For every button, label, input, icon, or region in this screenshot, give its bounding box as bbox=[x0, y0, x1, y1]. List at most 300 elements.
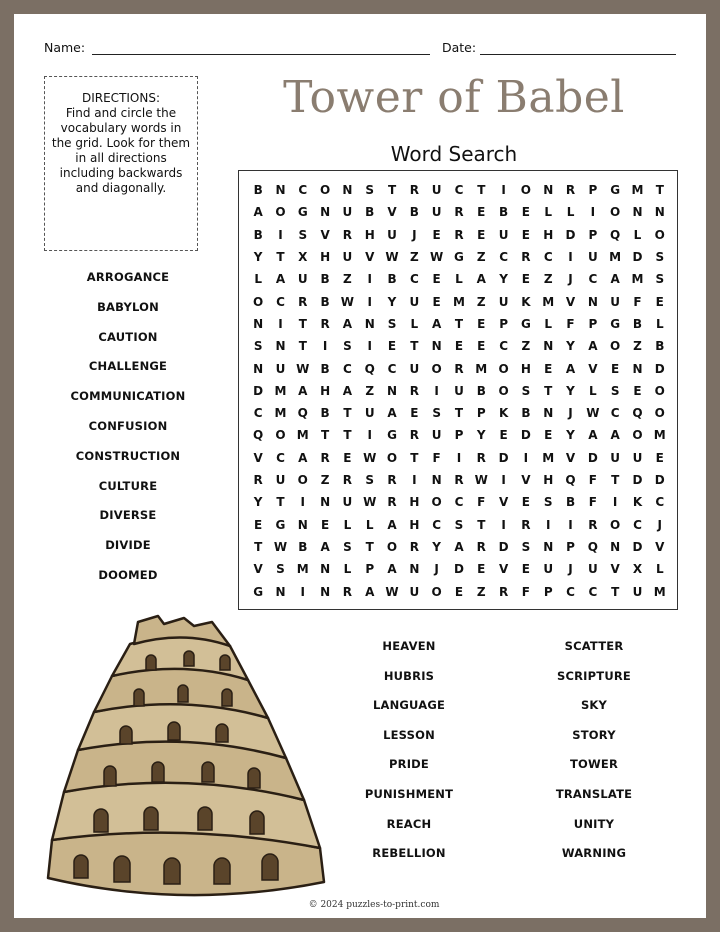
grid-letter[interactable]: T bbox=[298, 339, 307, 354]
grid-letter[interactable]: E bbox=[454, 584, 464, 599]
grid-letter[interactable]: B bbox=[365, 205, 375, 220]
grid-letter[interactable]: B bbox=[253, 227, 263, 242]
grid-letter[interactable]: E bbox=[655, 450, 664, 465]
grid-letter[interactable]: Y bbox=[432, 540, 441, 554]
grid-letter[interactable]: T bbox=[477, 183, 486, 197]
grid-letter[interactable]: I bbox=[300, 584, 306, 599]
grid-letter[interactable]: L bbox=[343, 517, 352, 532]
grid-letter[interactable]: T bbox=[343, 428, 352, 443]
grid-letter[interactable]: O bbox=[431, 361, 442, 376]
grid-letter[interactable]: A bbox=[320, 540, 330, 554]
grid-letter[interactable]: O bbox=[610, 205, 621, 220]
grid-letter[interactable]: M bbox=[475, 361, 488, 376]
grid-letter[interactable]: R bbox=[387, 473, 397, 488]
grid-letter[interactable]: R bbox=[454, 227, 464, 242]
grid-letter[interactable]: V bbox=[498, 495, 509, 510]
grid-letter[interactable]: Z bbox=[521, 339, 531, 354]
grid-letter[interactable]: H bbox=[543, 227, 554, 242]
grid-letter[interactable]: S bbox=[432, 406, 441, 421]
grid-letter[interactable]: D bbox=[498, 450, 509, 465]
grid-letter[interactable]: X bbox=[298, 249, 308, 264]
grid-letter[interactable]: M bbox=[653, 428, 666, 443]
grid-letter[interactable]: U bbox=[364, 406, 375, 421]
grid-letter[interactable]: U bbox=[431, 205, 442, 220]
grid-letter[interactable]: O bbox=[431, 584, 442, 599]
grid-letter[interactable]: Z bbox=[633, 339, 642, 354]
grid-letter[interactable]: Y bbox=[499, 272, 508, 287]
grid-letter[interactable]: N bbox=[253, 316, 264, 331]
grid-letter[interactable]: E bbox=[432, 227, 441, 242]
grid-letter[interactable]: T bbox=[477, 517, 486, 532]
grid-letter[interactable]: A bbox=[253, 205, 263, 220]
grid-letter[interactable]: B bbox=[253, 183, 263, 197]
grid-letter[interactable]: R bbox=[521, 517, 531, 532]
grid-letter[interactable]: U bbox=[342, 249, 353, 264]
grid-letter[interactable]: I bbox=[278, 227, 283, 242]
grid-letter[interactable]: W bbox=[430, 249, 444, 264]
grid-letter[interactable]: S bbox=[521, 540, 531, 554]
grid-letter[interactable]: U bbox=[431, 428, 442, 443]
grid-letter[interactable]: U bbox=[454, 383, 464, 398]
grid-letter[interactable]: K bbox=[498, 406, 509, 421]
grid-letter[interactable]: M bbox=[452, 294, 465, 309]
grid-letter[interactable]: P bbox=[499, 316, 508, 331]
grid-letter[interactable]: D bbox=[632, 540, 643, 554]
grid-letter[interactable]: U bbox=[342, 495, 353, 510]
grid-letter[interactable]: V bbox=[610, 562, 620, 577]
grid-letter[interactable]: S bbox=[343, 339, 352, 354]
grid-letter[interactable]: E bbox=[343, 450, 352, 465]
grid-letter[interactable]: J bbox=[568, 562, 573, 577]
grid-letter[interactable]: S bbox=[253, 339, 263, 354]
grid-letter[interactable]: C bbox=[588, 584, 598, 599]
grid-letter[interactable]: D bbox=[498, 540, 509, 554]
grid-letter[interactable]: A bbox=[610, 428, 620, 443]
grid-letter[interactable]: D bbox=[520, 428, 531, 443]
grid-letter[interactable]: J bbox=[412, 227, 417, 242]
grid-letter[interactable]: U bbox=[297, 272, 308, 287]
grid-letter[interactable]: T bbox=[298, 316, 307, 331]
grid-letter[interactable]: O bbox=[520, 183, 531, 197]
grid-letter[interactable]: A bbox=[432, 316, 442, 331]
grid-letter[interactable]: H bbox=[320, 249, 331, 264]
grid-letter[interactable]: U bbox=[498, 294, 509, 309]
grid-letter[interactable]: L bbox=[343, 562, 352, 577]
grid-letter[interactable]: E bbox=[521, 205, 530, 220]
grid-letter[interactable]: T bbox=[454, 316, 464, 331]
grid-letter[interactable]: D bbox=[632, 249, 643, 264]
grid-letter[interactable]: Z bbox=[409, 249, 419, 264]
grid-letter[interactable]: S bbox=[610, 383, 620, 398]
grid-letter[interactable]: Z bbox=[476, 294, 486, 309]
grid-letter[interactable]: C bbox=[588, 272, 598, 287]
grid-letter[interactable]: T bbox=[343, 406, 352, 421]
grid-letter[interactable]: C bbox=[343, 361, 352, 376]
grid-letter[interactable]: F bbox=[477, 495, 486, 510]
grid-letter[interactable]: T bbox=[365, 540, 374, 554]
grid-letter[interactable]: I bbox=[322, 339, 328, 354]
grid-letter[interactable]: Y bbox=[566, 428, 575, 443]
grid-letter[interactable]: I bbox=[367, 272, 372, 287]
grid-letter[interactable]: N bbox=[632, 205, 643, 220]
grid-letter[interactable]: A bbox=[454, 540, 464, 554]
grid-letter[interactable]: N bbox=[387, 383, 398, 398]
grid-letter[interactable]: Q bbox=[253, 428, 264, 443]
grid-letter[interactable]: E bbox=[454, 339, 464, 354]
grid-letter[interactable]: P bbox=[365, 562, 375, 577]
grid-letter[interactable]: U bbox=[632, 584, 643, 599]
grid-letter[interactable]: C bbox=[499, 249, 508, 264]
grid-letter[interactable]: I bbox=[412, 473, 417, 488]
grid-letter[interactable]: Z bbox=[365, 383, 375, 398]
grid-letter[interactable]: R bbox=[342, 584, 353, 599]
grid-letter[interactable]: C bbox=[610, 406, 620, 421]
grid-letter[interactable]: K bbox=[521, 294, 531, 309]
grid-letter[interactable]: B bbox=[409, 205, 419, 220]
grid-letter[interactable]: V bbox=[565, 294, 576, 309]
grid-letter[interactable]: C bbox=[253, 406, 263, 421]
grid-letter[interactable]: M bbox=[274, 406, 287, 421]
grid-letter[interactable]: M bbox=[274, 383, 287, 398]
grid-letter[interactable]: H bbox=[409, 495, 420, 510]
grid-letter[interactable]: O bbox=[275, 428, 286, 443]
grid-letter[interactable]: O bbox=[253, 294, 264, 309]
grid-letter[interactable]: C bbox=[387, 361, 397, 376]
grid-letter[interactable]: T bbox=[321, 428, 330, 443]
grid-letter[interactable]: T bbox=[410, 450, 419, 465]
grid-letter[interactable]: P bbox=[476, 406, 486, 421]
grid-letter[interactable]: L bbox=[544, 205, 553, 220]
grid-letter[interactable]: A bbox=[476, 272, 486, 287]
grid-letter[interactable]: T bbox=[454, 406, 464, 421]
grid-letter[interactable]: R bbox=[498, 584, 509, 599]
grid-letter[interactable]: E bbox=[611, 361, 620, 376]
grid-letter[interactable]: U bbox=[275, 473, 286, 488]
grid-letter[interactable]: U bbox=[587, 249, 598, 264]
grid-letter[interactable]: L bbox=[365, 517, 374, 532]
grid-letter[interactable]: O bbox=[386, 540, 398, 554]
grid-letter[interactable]: C bbox=[409, 272, 419, 287]
grid-letter[interactable]: U bbox=[431, 183, 442, 197]
grid-letter[interactable]: R bbox=[342, 227, 353, 242]
grid-letter[interactable]: A bbox=[342, 316, 353, 331]
grid-letter[interactable]: S bbox=[454, 517, 464, 532]
grid-letter[interactable]: I bbox=[501, 473, 506, 488]
grid-letter[interactable]: O bbox=[297, 473, 308, 488]
grid-letter[interactable]: R bbox=[253, 473, 263, 488]
grid-letter[interactable]: U bbox=[342, 205, 353, 220]
grid-letter[interactable]: B bbox=[320, 294, 330, 309]
grid-letter[interactable]: V bbox=[655, 540, 665, 554]
grid-letter[interactable]: Z bbox=[543, 272, 553, 287]
grid-letter[interactable]: G bbox=[275, 517, 286, 532]
grid-letter[interactable]: D bbox=[587, 450, 598, 465]
grid-letter[interactable]: R bbox=[409, 183, 419, 197]
grid-letter[interactable]: U bbox=[587, 562, 598, 577]
grid-letter[interactable]: K bbox=[632, 495, 643, 510]
grid-letter[interactable]: R bbox=[320, 450, 330, 465]
grid-letter[interactable]: L bbox=[455, 272, 463, 287]
grid-letter[interactable]: S bbox=[276, 562, 285, 577]
grid-letter[interactable]: M bbox=[653, 584, 666, 599]
grid-letter[interactable]: O bbox=[654, 406, 665, 421]
grid-letter[interactable]: I bbox=[278, 316, 283, 331]
grid-letter[interactable]: W bbox=[586, 406, 600, 421]
grid-letter[interactable]: S bbox=[387, 316, 397, 331]
grid-letter[interactable]: N bbox=[543, 183, 554, 197]
grid-letter[interactable]: E bbox=[499, 428, 508, 443]
grid-letter[interactable]: N bbox=[320, 562, 331, 577]
grid-letter[interactable]: R bbox=[454, 361, 464, 376]
grid-letter[interactable]: H bbox=[520, 361, 531, 376]
grid-letter[interactable]: U bbox=[387, 227, 397, 242]
grid-letter[interactable]: P bbox=[566, 540, 575, 554]
grid-letter[interactable]: P bbox=[543, 584, 553, 599]
grid-letter[interactable]: Y bbox=[253, 495, 263, 510]
grid-letter[interactable]: W bbox=[363, 450, 377, 465]
grid-letter[interactable]: C bbox=[499, 339, 508, 354]
grid-letter[interactable]: V bbox=[387, 205, 397, 220]
grid-letter[interactable]: O bbox=[386, 450, 398, 465]
grid-letter[interactable]: Z bbox=[476, 584, 486, 599]
grid-letter[interactable]: R bbox=[409, 540, 419, 554]
grid-letter[interactable]: R bbox=[298, 294, 308, 309]
grid-letter[interactable]: P bbox=[454, 428, 464, 443]
grid-letter[interactable]: C bbox=[633, 517, 642, 532]
grid-letter[interactable]: N bbox=[275, 183, 286, 197]
grid-letter[interactable]: A bbox=[387, 406, 397, 421]
grid-letter[interactable]: I bbox=[545, 517, 551, 532]
grid-letter[interactable]: E bbox=[633, 383, 642, 398]
grid-letter[interactable]: R bbox=[409, 383, 419, 398]
grid-letter[interactable]: I bbox=[501, 517, 506, 532]
grid-letter[interactable]: N bbox=[654, 205, 665, 220]
grid-letter[interactable]: E bbox=[521, 495, 530, 510]
grid-letter[interactable]: O bbox=[431, 495, 442, 510]
grid-letter[interactable]: R bbox=[476, 540, 486, 554]
grid-letter[interactable]: I bbox=[523, 450, 529, 465]
grid-letter[interactable]: D bbox=[565, 227, 576, 242]
grid-letter[interactable]: F bbox=[566, 316, 575, 331]
grid-letter[interactable]: D bbox=[253, 383, 264, 398]
grid-letter[interactable]: J bbox=[568, 272, 573, 287]
grid-letter[interactable]: G bbox=[610, 183, 621, 197]
grid-letter[interactable]: C bbox=[276, 294, 285, 309]
grid-letter[interactable]: A bbox=[588, 339, 598, 354]
grid-letter[interactable]: T bbox=[276, 495, 285, 510]
grid-letter[interactable]: N bbox=[364, 316, 375, 331]
grid-letter[interactable]: W bbox=[296, 361, 310, 376]
grid-letter[interactable]: V bbox=[253, 450, 263, 465]
grid-letter[interactable]: C bbox=[454, 183, 464, 197]
grid-letter[interactable]: N bbox=[275, 339, 286, 354]
grid-letter[interactable]: N bbox=[275, 584, 286, 599]
grid-letter[interactable]: B bbox=[632, 316, 643, 331]
grid-letter[interactable]: J bbox=[434, 562, 439, 577]
grid-letter[interactable]: U bbox=[610, 294, 621, 309]
grid-letter[interactable]: S bbox=[343, 540, 352, 554]
grid-letter[interactable]: P bbox=[588, 183, 598, 197]
grid-letter[interactable]: N bbox=[543, 406, 554, 421]
grid-letter[interactable]: I bbox=[590, 205, 596, 220]
grid-letter[interactable]: D bbox=[654, 473, 665, 488]
grid-letter[interactable]: L bbox=[544, 316, 553, 331]
grid-letter[interactable]: O bbox=[654, 383, 665, 398]
grid-letter[interactable]: N bbox=[297, 517, 308, 532]
grid-letter[interactable]: O bbox=[498, 361, 509, 376]
grid-letter[interactable]: A bbox=[298, 450, 308, 465]
grid-letter[interactable]: E bbox=[477, 316, 486, 331]
grid-letter[interactable]: L bbox=[655, 316, 664, 331]
grid-letter[interactable]: N bbox=[409, 562, 420, 577]
grid-letter[interactable]: R bbox=[565, 183, 576, 197]
grid-letter[interactable]: Q bbox=[587, 540, 598, 554]
grid-letter[interactable]: T bbox=[611, 473, 620, 488]
grid-letter[interactable]: F bbox=[633, 294, 642, 309]
grid-letter[interactable]: C bbox=[655, 495, 665, 510]
grid-letter[interactable]: M bbox=[296, 428, 309, 443]
grid-letter[interactable]: E bbox=[544, 428, 553, 443]
grid-letter[interactable]: E bbox=[521, 227, 530, 242]
grid-letter[interactable]: E bbox=[521, 562, 530, 577]
grid-letter[interactable]: R bbox=[342, 473, 353, 488]
grid-letter[interactable]: A bbox=[565, 361, 576, 376]
grid-letter[interactable]: I bbox=[367, 428, 372, 443]
grid-letter[interactable]: E bbox=[320, 517, 330, 532]
grid-letter[interactable]: V bbox=[521, 473, 531, 488]
grid-letter[interactable]: M bbox=[542, 294, 555, 309]
grid-letter[interactable]: Y bbox=[253, 249, 263, 264]
grid-letter[interactable]: U bbox=[409, 584, 420, 599]
grid-letter[interactable]: T bbox=[544, 383, 553, 398]
grid-letter[interactable]: Q bbox=[565, 473, 576, 488]
grid-letter[interactable]: V bbox=[320, 227, 330, 242]
grid-letter[interactable]: H bbox=[364, 227, 375, 242]
grid-letter[interactable]: L bbox=[589, 383, 597, 398]
grid-letter[interactable]: A bbox=[298, 383, 308, 398]
grid-letter[interactable]: D bbox=[632, 473, 643, 488]
grid-letter[interactable]: N bbox=[431, 339, 442, 354]
grid-letter[interactable]: D bbox=[453, 562, 464, 577]
grid-letter[interactable]: F bbox=[432, 450, 441, 465]
grid-letter[interactable]: C bbox=[454, 495, 464, 510]
grid-letter[interactable]: C bbox=[566, 584, 575, 599]
grid-letter[interactable]: A bbox=[610, 272, 620, 287]
grid-letter[interactable]: C bbox=[276, 450, 285, 465]
grid-letter[interactable]: U bbox=[632, 450, 643, 465]
grid-letter[interactable]: E bbox=[655, 294, 664, 309]
grid-letter[interactable]: F bbox=[588, 495, 597, 510]
grid-letter[interactable]: S bbox=[521, 383, 531, 398]
grid-letter[interactable]: Z bbox=[343, 272, 352, 287]
grid-letter[interactable]: N bbox=[253, 361, 264, 376]
grid-letter[interactable]: B bbox=[499, 205, 509, 220]
grid-letter[interactable]: I bbox=[612, 495, 618, 510]
grid-letter[interactable]: E bbox=[477, 227, 486, 242]
grid-letter[interactable]: R bbox=[409, 428, 419, 443]
grid-letter[interactable]: R bbox=[454, 473, 464, 488]
grid-letter[interactable]: N bbox=[320, 584, 331, 599]
grid-letter[interactable]: B bbox=[476, 383, 486, 398]
grid-letter[interactable]: T bbox=[254, 540, 263, 554]
grid-letter[interactable]: G bbox=[454, 249, 464, 264]
grid-letter[interactable]: R bbox=[387, 495, 397, 510]
grid-letter[interactable]: T bbox=[655, 183, 664, 197]
grid-letter[interactable]: B bbox=[298, 540, 308, 554]
grid-letter[interactable]: N bbox=[587, 294, 598, 309]
grid-letter[interactable]: V bbox=[365, 249, 375, 264]
grid-letter[interactable]: Q bbox=[297, 406, 308, 421]
grid-letter[interactable]: W bbox=[273, 540, 288, 554]
grid-letter[interactable]: L bbox=[655, 562, 664, 577]
grid-letter[interactable]: U bbox=[610, 450, 621, 465]
grid-letter[interactable]: O bbox=[610, 517, 621, 532]
grid-letter[interactable]: G bbox=[610, 316, 621, 331]
grid-letter[interactable]: C bbox=[543, 249, 553, 264]
grid-letter[interactable]: M bbox=[296, 562, 309, 577]
grid-letter[interactable]: N bbox=[543, 540, 554, 554]
grid-letter[interactable]: A bbox=[588, 428, 598, 443]
grid-letter[interactable]: Z bbox=[320, 473, 330, 488]
grid-letter[interactable]: C bbox=[432, 517, 442, 532]
grid-letter[interactable]: V bbox=[588, 361, 598, 376]
grid-letter[interactable]: E bbox=[521, 272, 530, 287]
grid-letter[interactable]: A bbox=[387, 562, 397, 577]
grid-letter[interactable]: L bbox=[410, 316, 419, 331]
grid-letter[interactable]: G bbox=[387, 428, 397, 443]
grid-letter[interactable]: Q bbox=[364, 361, 375, 376]
grid-letter[interactable]: U bbox=[275, 361, 286, 376]
grid-letter[interactable]: B bbox=[655, 339, 665, 354]
grid-letter[interactable]: R bbox=[476, 450, 486, 465]
grid-letter[interactable]: R bbox=[454, 205, 464, 220]
grid-letter[interactable]: H bbox=[409, 517, 420, 532]
grid-letter[interactable]: V bbox=[565, 450, 576, 465]
grid-letter[interactable]: Y bbox=[387, 294, 397, 309]
grid-letter[interactable]: W bbox=[340, 294, 355, 309]
grid-letter[interactable]: I bbox=[456, 450, 462, 465]
grid-letter[interactable]: R bbox=[320, 316, 330, 331]
grid-letter[interactable]: O bbox=[498, 383, 509, 398]
grid-letter[interactable]: L bbox=[633, 227, 642, 242]
grid-letter[interactable]: V bbox=[498, 562, 509, 577]
grid-letter[interactable]: Y bbox=[566, 383, 575, 398]
grid-letter[interactable]: E bbox=[387, 339, 397, 354]
grid-letter[interactable]: I bbox=[367, 294, 372, 309]
grid-letter[interactable]: E bbox=[477, 339, 486, 354]
grid-letter[interactable]: P bbox=[588, 316, 598, 331]
grid-letter[interactable]: I bbox=[367, 339, 372, 354]
grid-letter[interactable]: B bbox=[387, 272, 397, 287]
grid-letter[interactable]: N bbox=[431, 473, 442, 488]
grid-letter[interactable]: T bbox=[611, 584, 620, 599]
grid-letter[interactable]: S bbox=[365, 183, 375, 197]
grid-letter[interactable]: S bbox=[365, 473, 375, 488]
grid-letter[interactable]: B bbox=[320, 272, 330, 287]
grid-letter[interactable]: Q bbox=[610, 227, 621, 242]
grid-letter[interactable]: J bbox=[657, 517, 663, 532]
grid-letter[interactable]: E bbox=[432, 272, 441, 287]
grid-letter[interactable]: B bbox=[320, 361, 330, 376]
grid-letter[interactable]: R bbox=[521, 249, 531, 264]
grid-letter[interactable]: J bbox=[568, 406, 573, 421]
grid-letter[interactable]: B bbox=[565, 495, 576, 510]
grid-letter[interactable]: N bbox=[610, 540, 621, 554]
grid-letter[interactable]: L bbox=[254, 272, 262, 287]
grid-letter[interactable]: A bbox=[342, 383, 353, 398]
grid-letter[interactable]: I bbox=[568, 517, 573, 532]
grid-letter[interactable]: U bbox=[409, 294, 420, 309]
